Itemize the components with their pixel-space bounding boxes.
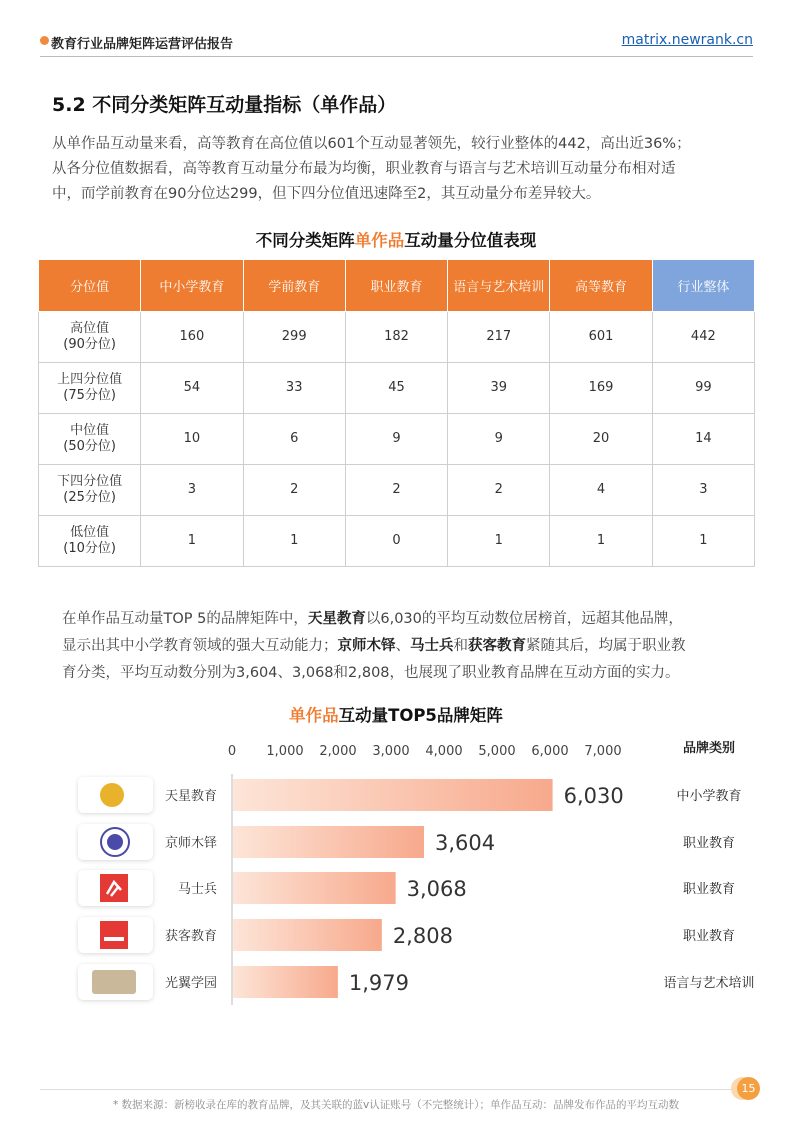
brand-highlight: 天星教育	[307, 611, 366, 627]
bar-value-label: 1,979	[348, 971, 410, 995]
hok-logo-icon	[100, 921, 128, 949]
value-cell: 10	[141, 414, 243, 465]
guangyi-logo-icon	[92, 970, 136, 994]
quantile-table	[38, 259, 755, 567]
report-title: 教育行业品牌矩阵运营评估报告	[51, 37, 234, 52]
text-run: 和	[453, 638, 468, 654]
top5-line	[62, 633, 762, 660]
row-label-line: 中位值	[70, 423, 110, 438]
value-cell: 160	[141, 312, 243, 363]
brand-name-label: 获客教育	[164, 929, 217, 944]
table-header-row	[39, 260, 755, 312]
chart-title-highlight: 单作品	[289, 706, 339, 725]
row-label-cell	[39, 363, 141, 414]
bar-value-label: 3,604	[435, 831, 496, 855]
value-cell: 2	[243, 465, 345, 516]
value-cell: 4	[550, 465, 652, 516]
intro-paragraph	[52, 132, 752, 207]
value-cell: 442	[652, 312, 754, 363]
table-title-highlight: 单作品	[354, 231, 405, 250]
value-cell: 299	[243, 312, 345, 363]
brand-category-label: 职业教育	[682, 836, 736, 851]
bar	[233, 779, 553, 811]
header-cell-quantile: 分位值	[39, 260, 141, 312]
footnote: * 数据来源：新榜收录在库的教育品牌，及其关联的蓝v认证账号（不完整统计）；单作品互动：品牌发布作品的平均互动数	[112, 1099, 680, 1111]
row-label-cell	[39, 465, 141, 516]
brand-name-label: 光翼学园	[164, 976, 217, 991]
bar	[233, 966, 338, 998]
header-cell-higher-ed: 高等教育	[550, 260, 652, 312]
bar-value-label: 6,030	[563, 784, 624, 808]
value-cell: 3	[652, 465, 754, 516]
x-tick-label: 4,000	[425, 744, 463, 759]
top5-line: 育分类，平均互动数分别为3,604、3,068和2,808，也展现了职业教育品牌在互动方面的实力。	[62, 665, 680, 681]
value-cell: 217	[448, 312, 550, 363]
table-title-part: 互动量分位值表现	[404, 231, 537, 250]
brand-highlight: 京师木铎	[337, 638, 396, 654]
brand-name-label: 天星教育	[164, 789, 217, 804]
table-row	[39, 516, 755, 567]
x-tick-label: 5,000	[478, 744, 516, 759]
value-cell: 14	[652, 414, 754, 465]
table-row	[39, 312, 755, 363]
top5-line	[62, 606, 762, 633]
brand-highlight: 马士兵	[410, 638, 454, 654]
chart-title	[0, 702, 792, 726]
value-cell: 54	[141, 363, 243, 414]
value-cell: 33	[243, 363, 345, 414]
table-row	[39, 465, 755, 516]
value-cell: 0	[345, 516, 447, 567]
x-tick-label: 7,000	[584, 744, 622, 759]
header-cell-overall: 行业整体	[652, 260, 754, 312]
row-label-cell	[39, 414, 141, 465]
bar	[233, 919, 382, 951]
bar	[233, 826, 424, 858]
row-label-line: 下四分位值	[57, 474, 123, 489]
brand-category-label: 职业教育	[682, 882, 736, 897]
brand-category-label: 中小学教育	[676, 789, 742, 804]
footer-divider	[40, 1089, 753, 1090]
site-link[interactable]: matrix.newrank.cn	[621, 32, 753, 48]
brand-category-label: 语言与艺术培训	[663, 976, 755, 991]
table-row	[39, 363, 755, 414]
section-title: 5.2 不同分类矩阵互动量指标（单作品）	[52, 94, 397, 116]
value-cell: 601	[550, 312, 652, 363]
x-tick-label: 1,000	[266, 744, 304, 759]
header-cell-language-art: 语言与艺术培训	[448, 260, 550, 312]
row-label-line: (90分位)	[63, 337, 116, 352]
row-label-line: 低位值	[70, 525, 110, 540]
bar-value-label: 3,068	[406, 877, 467, 901]
value-cell: 1	[652, 516, 754, 567]
brand-category-label: 职业教育	[682, 929, 736, 944]
value-cell: 1	[448, 516, 550, 567]
horse-logo-icon	[100, 874, 128, 902]
value-cell: 45	[345, 363, 447, 414]
value-cell: 9	[448, 414, 550, 465]
value-cell: 1	[243, 516, 345, 567]
value-cell: 39	[448, 363, 550, 414]
header-cell-vocational: 职业教育	[345, 260, 447, 312]
row-label-line: 上四分位值	[57, 372, 123, 387]
header-cell-k12: 中小学教育	[141, 260, 243, 312]
seal-logo-center-icon	[107, 834, 123, 850]
intro-line: 从各分位值数据看，高等教育互动量分布最为均衡，职业教育与语言与艺术培训互动量分布相对适	[52, 161, 676, 177]
row-label-line: (75分位)	[63, 388, 116, 403]
row-label-line: (50分位)	[63, 439, 116, 454]
brand-highlight: 获客教育	[468, 638, 526, 654]
star-logo-icon	[100, 783, 124, 807]
row-label-line: 高位值	[70, 321, 110, 336]
page-number: 15	[737, 1077, 760, 1100]
value-cell: 20	[550, 414, 652, 465]
brand-name-label: 马士兵	[177, 882, 217, 897]
value-cell: 1	[141, 516, 243, 567]
x-tick-label: 2,000	[319, 744, 357, 759]
value-cell: 2	[345, 465, 447, 516]
value-cell: 6	[243, 414, 345, 465]
table-title-part: 不同分类矩阵	[255, 231, 355, 250]
value-cell: 3	[141, 465, 243, 516]
text-run: 、	[395, 638, 410, 654]
text-run: 紧随其后，均属于职业教	[526, 638, 686, 654]
x-tick-label: 3,000	[372, 744, 410, 759]
row-label-line: (25分位)	[63, 490, 116, 505]
row-label-cell	[39, 516, 141, 567]
table-row	[39, 414, 755, 465]
x-tick-label: 0	[227, 744, 237, 759]
table-title	[0, 227, 792, 251]
top5-bar-chart	[0, 730, 792, 1020]
row-label-line: (10分位)	[63, 541, 116, 556]
value-cell: 9	[345, 414, 447, 465]
brand-name-label: 京师木铎	[164, 836, 217, 851]
value-cell: 2	[448, 465, 550, 516]
intro-line: 中，而学前教育在90分位达299，但下四分位值迅速降至2，其互动量分布差异较大。	[52, 186, 601, 202]
header-dot-icon	[40, 36, 49, 45]
header-divider	[40, 56, 753, 57]
header-cell-preschool: 学前教育	[243, 260, 345, 312]
value-cell: 1	[550, 516, 652, 567]
bar	[233, 872, 396, 904]
x-tick-label: 6,000	[531, 744, 569, 759]
value-cell: 169	[550, 363, 652, 414]
text-run: 显示出其中小学教育领域的强大互动能力；	[62, 638, 338, 654]
top5-paragraph	[62, 606, 762, 687]
brand-category-header: 品牌类别	[682, 741, 736, 756]
row-label-cell	[39, 312, 141, 363]
text-run: 在单作品互动量TOP 5的品牌矩阵中，	[62, 611, 308, 627]
text-run: 以6,030的平均互动数位居榜首，远超其他品牌，	[365, 611, 683, 627]
intro-line: 从单作品互动量来看，高等教育在高位值以601个互动显著领先，较行业整体的442，高出近36%；	[52, 136, 691, 152]
chart-title-part: 互动量TOP5品牌矩阵	[338, 706, 503, 725]
bar-value-label: 2,808	[392, 924, 453, 948]
value-cell: 182	[345, 312, 447, 363]
page-header	[40, 30, 753, 60]
hok-logo-mark-icon	[104, 937, 124, 941]
value-cell: 99	[652, 363, 754, 414]
